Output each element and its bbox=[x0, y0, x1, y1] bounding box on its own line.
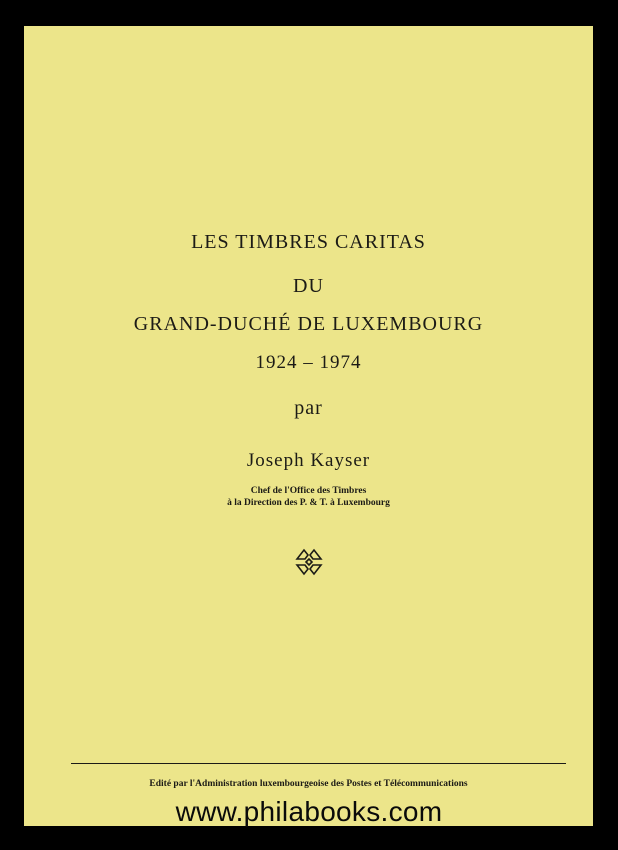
publisher-line: Edité par l'Administration luxembourgeoise des Postes et Télécommunications bbox=[149, 779, 468, 789]
title-line-2: DU bbox=[293, 275, 324, 297]
title-years: 1924 – 1974 bbox=[255, 352, 362, 373]
watermark-url: www.philabooks.com bbox=[175, 796, 443, 827]
title-line-3: GRAND-DUCHÉ DE LUXEMBOURG bbox=[133, 313, 484, 335]
by-label: par bbox=[294, 397, 323, 419]
book-cover bbox=[24, 26, 593, 826]
author-affiliation-line-1: Chef de l'Office des Timbres bbox=[250, 486, 367, 496]
title-line-1: LES TIMBRES CARITAS bbox=[191, 231, 426, 253]
divider-rule bbox=[71, 763, 566, 764]
postal-emblem-icon bbox=[294, 547, 324, 577]
author-affiliation-line-2: à la Direction des P. & T. à Luxembourg bbox=[227, 498, 390, 508]
author-name: Joseph Kayser bbox=[246, 450, 371, 471]
